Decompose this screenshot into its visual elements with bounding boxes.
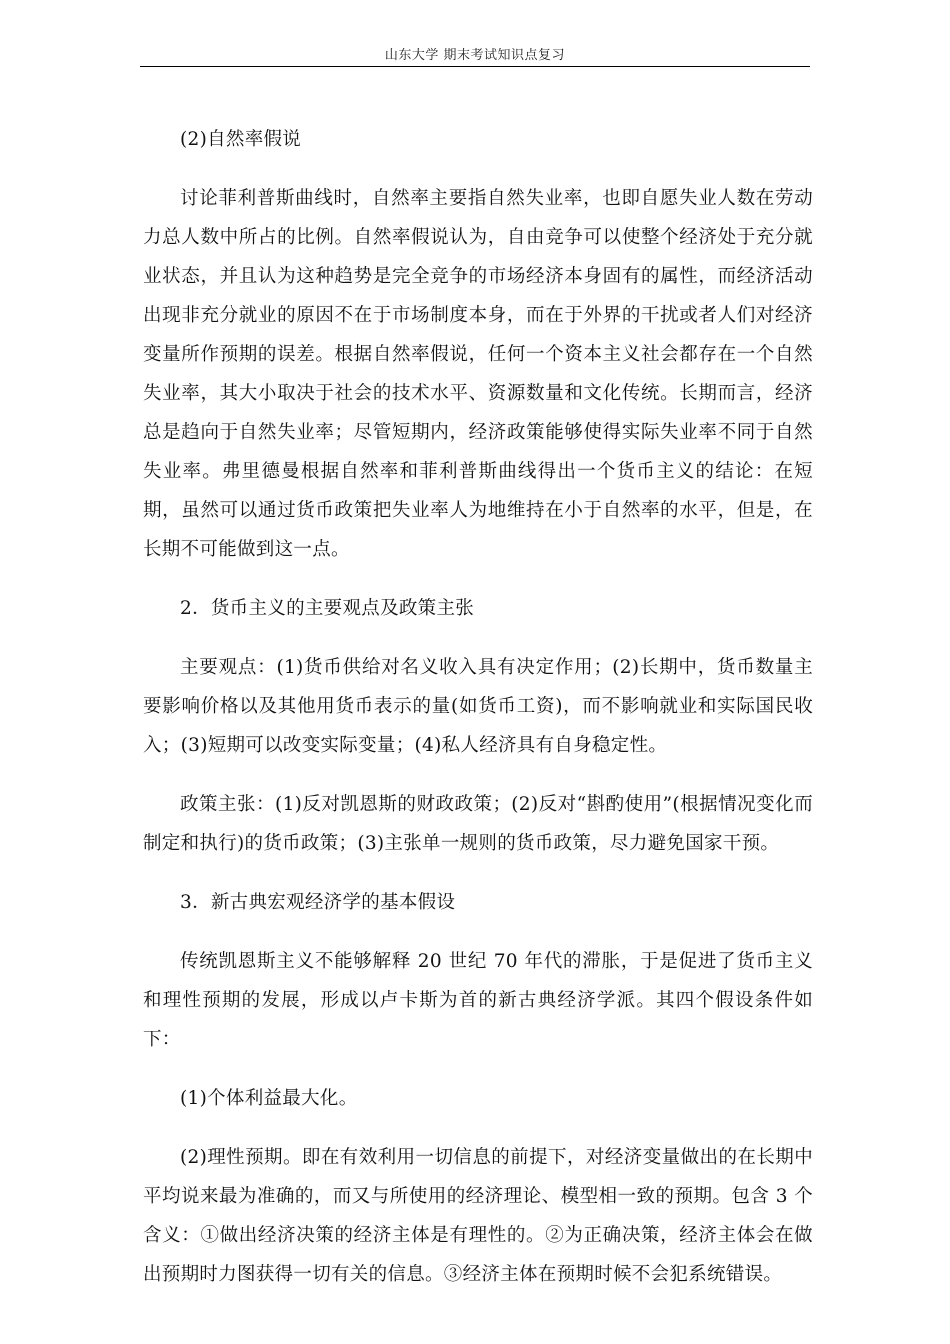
document-body [143, 120, 813, 1314]
paragraph-policy-proposals: 政策主张：(1)反对凯恩斯的财政政策；(2)反对“斟酌使用”(根据情况变化而制定和执行)的货币政策；(3)主张单一规则的货币政策，尽力避免国家干预。 [143, 794, 813, 854]
paragraph-natural-rate: 讨论菲利普斯曲线时，自然率主要指自然失业率，也即自愿失业人数在劳动力总人数中所占的比例。自然率假说认为，自由竞争可以使整个经济处于充分就业状态，并且认为这种趋势是完全竞争的市场经济本身固有的属性，而经济活动出现非充分就业的原因不在于市场制度本身，而在于外界的干扰或者人们对经济变量所作预期的误差。根据自然率假说，任何一个资本主义社会都存在一个自然失业率，其大小取决于社会的技术水平、资源数量和文化传统。长期而言，经济总是趋向于自然失业率；尽管短期内，经济政策能够使得实际失业率不同于自然失业率。弗里德曼根据自然率和菲利普斯曲线得出一个货币主义的结论：在短期，虽然可以通过货币政策把失业率人为地维持在小于自然率的水平，但是，在长期不可能做到这一点。 [143, 188, 813, 560]
paragraph-assumption-2: (2)理性预期。即在有效利用一切信息的前提下，对经济变量做出的在长期中平均说来最为准确的，而又与所使用的经济理论、模型相一致的预期。包含 3 个含义：①做出经济决策的经济主体是有理性的。②为正确决策，经济主体会在做出预期时力图获得一切有关的信息。③经济主体在预期时候不会犯系统错误。 [143, 1147, 813, 1285]
paragraph-main-views: 主要观点：(1)货币供给对名义收入具有决定作用；(2)长期中，货币数量主要影响价格以及其他用货币表示的量(如货币工资)，而不影响就业和实际国民收入；(3)短期可以改变实际变量；(4)私人经济具有自身稳定性。 [143, 657, 813, 756]
section-heading-new-classical: 3．新古典宏观经济学的基本假设 [180, 892, 456, 913]
page-header: 山东大学 期末考试知识点复习 [384, 48, 566, 63]
section-heading-monetarism: 2．货币主义的主要观点及政策主张 [180, 598, 475, 619]
paragraph-assumption-1: (1)个体利益最大化。 [180, 1088, 358, 1109]
subsection-heading-natural-rate: (2)自然率假说 [180, 129, 302, 150]
paragraph-new-classical-intro: 传统凯恩斯主义不能够解释 20 世纪 70 年代的滞胀，于是促进了货币主义和理性预期的发展，形成以卢卡斯为首的新古典经济学派。其四个假设条件如下： [143, 951, 813, 1050]
header-divider [140, 66, 810, 67]
